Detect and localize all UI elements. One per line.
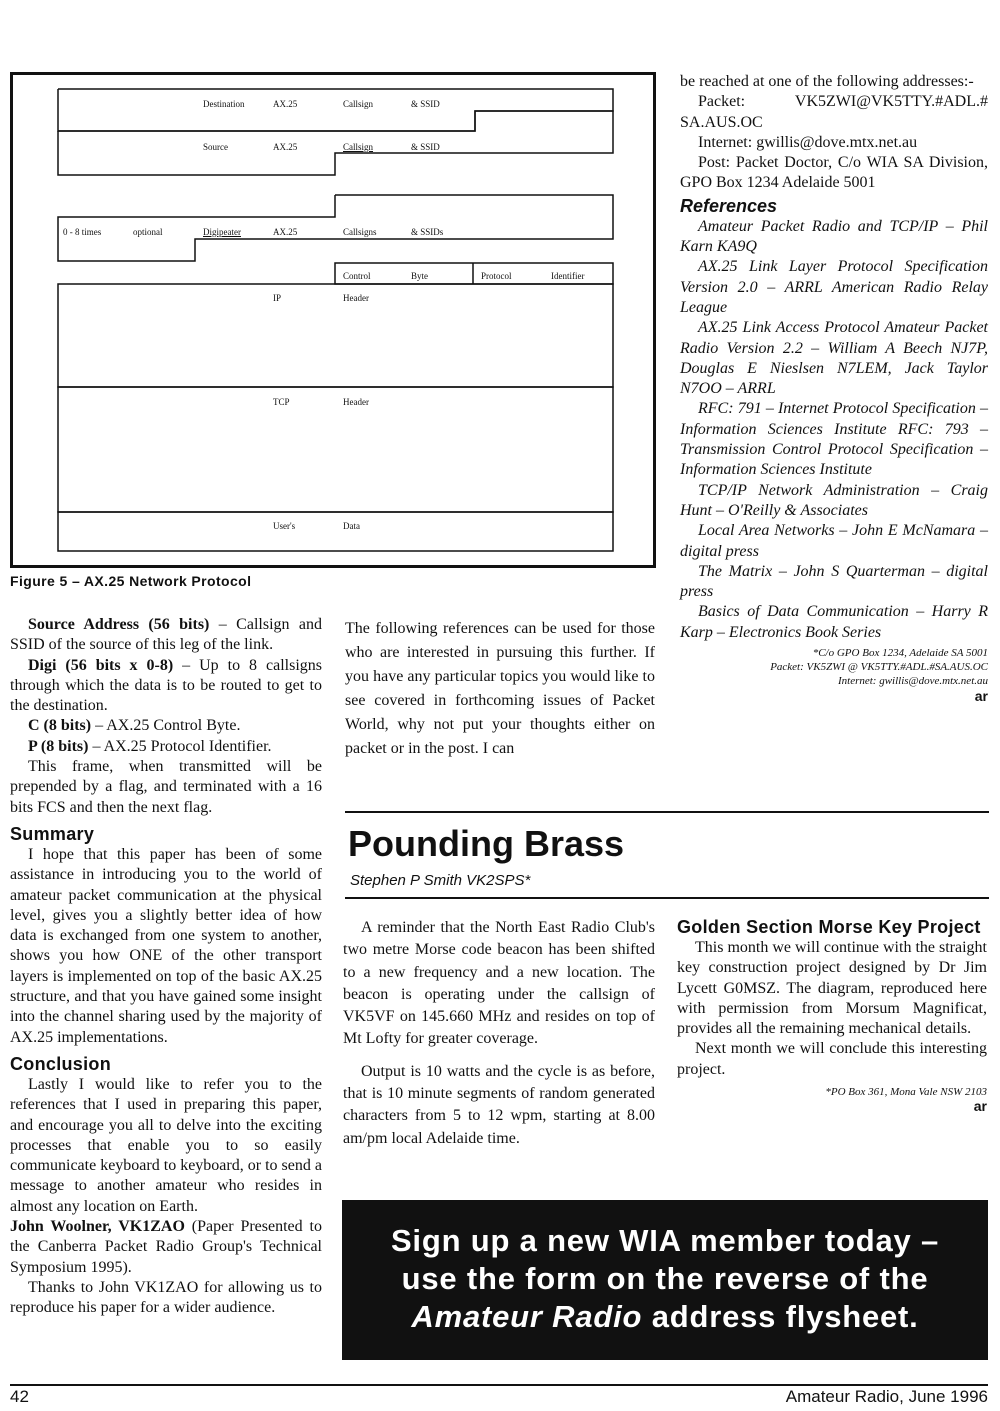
fig-label: IP bbox=[273, 293, 282, 303]
page-number: 42 bbox=[10, 1387, 29, 1406]
fig-label: Control bbox=[343, 271, 371, 281]
paragraph: This frame, when transmitted will be prepended by a flag, and terminated with a 16 bits FCS and then the next flag. bbox=[10, 758, 322, 816]
figure-caption: Figure 5 – AX.25 Network Protocol bbox=[10, 573, 252, 589]
fig-label: TCP bbox=[273, 397, 290, 407]
reference-item: AX.25 Link Access Protocol Amateur Packet Radio Version 2.2 – William A Beech NJ7P, Douglas E Nieslsen N7LEM, Jack Taylor N7OO – ARRL bbox=[680, 319, 988, 398]
conclusion-heading: Conclusion bbox=[10, 1053, 111, 1074]
fig-label: Destination bbox=[203, 99, 245, 109]
end-mark: ar bbox=[973, 1098, 987, 1115]
fig-label: Data bbox=[343, 521, 360, 531]
definition: – AX.25 Protocol Identifier. bbox=[88, 737, 272, 755]
definition: – AX.25 Control Byte. bbox=[91, 717, 241, 735]
paragraph bbox=[10, 656, 322, 717]
reference-item: RFC: 791 – Internet Protocol Specification – Information Sciences Institute RFC: 793 – Transmission Control Protocol Specification – Information Sciences Institute bbox=[680, 400, 988, 479]
contact-internet: Internet: gwillis@dove.mtx.net.au bbox=[698, 133, 918, 151]
banner-line bbox=[342, 1298, 988, 1336]
publication-footer: Amateur Radio, June 1996 bbox=[785, 1387, 988, 1406]
fig-label: AX.25 bbox=[273, 227, 298, 237]
contact-intro: be reached at one of the following addresses:- bbox=[680, 73, 974, 90]
author-credit bbox=[10, 1217, 322, 1278]
fig-label: & SSID bbox=[411, 99, 440, 109]
fig-label: Digipeater bbox=[203, 227, 241, 237]
reference-item: The Matrix – John S Quarterman – digital press bbox=[680, 562, 988, 601]
references-heading: References bbox=[680, 195, 778, 216]
end-mark: ar bbox=[974, 688, 988, 705]
term: Digi (56 bits x 0-8) bbox=[28, 656, 174, 674]
paragraph bbox=[10, 716, 322, 736]
reference-item: AX.25 Link Layer Protocol Specification Version 2.0 – ARRL American Radio Relay League bbox=[680, 258, 988, 316]
paragraph bbox=[10, 737, 322, 757]
contact-packet: Packet: VK5ZWI@VK5TTY.#ADL.# SA.AUS.OC bbox=[680, 93, 988, 131]
fig-label: Callsign bbox=[343, 142, 374, 152]
term: Source Address (56 bits) bbox=[28, 616, 210, 633]
summary-heading: Summary bbox=[10, 823, 95, 844]
figure-5-diagram bbox=[10, 72, 656, 568]
protocol-diagram bbox=[13, 75, 653, 565]
fig-label: AX.25 bbox=[273, 99, 298, 109]
fig-label: optional bbox=[133, 227, 163, 237]
fig-label: & SSID bbox=[411, 142, 440, 152]
term: P (8 bits) bbox=[28, 737, 89, 755]
fig-label: Header bbox=[343, 397, 369, 407]
contact-post: Post: Packet Doctor, C/o WIA SA Division, GPO Box 1234 Adelaide 5001 bbox=[680, 154, 988, 192]
fig-label: Source bbox=[203, 142, 228, 152]
reference-item: Local Area Networks – John E McNamara – digital press bbox=[680, 522, 988, 560]
reference-item: Amateur Packet Radio and TCP/IP – Phil Karn KA9Q bbox=[680, 217, 988, 256]
references-list bbox=[680, 217, 988, 643]
term: C (8 bits) bbox=[28, 717, 92, 735]
golden-section-heading: Golden Section Morse Key Project bbox=[677, 917, 981, 937]
fig-label: Protocol bbox=[481, 271, 512, 281]
article-right-column bbox=[677, 917, 987, 1114]
banner-line: use the form on the reverse of the bbox=[401, 1261, 929, 1296]
address-line: Internet: gwillis@dove.mtx.net.au bbox=[837, 675, 988, 688]
article-left-column bbox=[343, 917, 655, 1150]
article-title: Pounding Brass bbox=[348, 823, 625, 864]
author-note: (Paper Presented to the Canberra Packet Radio Group's Technical Symposium 1995). bbox=[10, 1218, 322, 1276]
fig-label: User's bbox=[273, 521, 296, 531]
address-line: *C/o GPO Box 1234, Adelaide SA 5001 bbox=[812, 647, 988, 660]
article-paragraph: This month we will continue with the straight key construction project designed by Dr Jim Lycett G0MSZ. The diagram, reproduced here with permission from Morsum Magnificat, provides all the remaining mechanical details. bbox=[677, 939, 987, 1038]
address-line: Packet: VK5ZWI @ VK5TTY.#ADL.#SA.AUS.OC bbox=[770, 661, 988, 674]
fig-label: & SSIDs bbox=[411, 227, 444, 237]
author-address: *PO Box 361, Mona Vale NSW 2103 bbox=[825, 1086, 987, 1099]
reference-item: Basics of Data Communication – Harry R Karp – Electronics Book Series bbox=[680, 603, 988, 641]
right-column bbox=[680, 72, 988, 704]
section-rule-byline bbox=[345, 897, 989, 899]
article-paragraph: Output is 10 watts and the cycle is as before, that is 10 minute segments of random generated characters from 5 to 12 wpm, starting at 8.00 am/pm local Adelaide time. bbox=[343, 1062, 655, 1147]
section-rule-top bbox=[345, 811, 989, 813]
banner-line: Sign up a new WIA member today – bbox=[390, 1223, 940, 1258]
article-paragraph: Next month we will conclude this interesting project. bbox=[677, 1040, 987, 1078]
fig-label: Byte bbox=[411, 271, 428, 281]
fig-label: Identifier bbox=[551, 271, 585, 281]
membership-banner bbox=[342, 1200, 988, 1360]
fig-label: Callsigns bbox=[343, 227, 377, 237]
publication-name: Amateur Radio bbox=[411, 1299, 643, 1334]
reference-item: TCP/IP Network Administration – Craig Hunt – O'Reilly & Associates bbox=[680, 481, 988, 519]
fig-label: Header bbox=[343, 293, 369, 303]
definition: – Callsign and SSID of the source of this leg of the link. bbox=[10, 616, 323, 654]
fig-label: 0 - 8 times bbox=[63, 227, 102, 237]
footer-rule bbox=[10, 1384, 988, 1386]
fig-label: Callsign bbox=[343, 99, 374, 109]
article-byline: Stephen P Smith VK2SPS* bbox=[350, 872, 531, 889]
author-address bbox=[680, 646, 988, 688]
thanks-text: Thanks to John VK1ZAO for allowing us to reproduce his paper for a wider audience. bbox=[10, 1278, 322, 1317]
author-name: John Woolner, VK1ZAO bbox=[10, 1218, 185, 1236]
article-paragraph: A reminder that the North East Radio Club's two metre Morse code beacon has been shifted to a new frequency and a new location. The beacon is operating under the callsign of VK5VF on 145.660 MHz and resides on top of Mt Lofty for greater coverage. bbox=[343, 919, 655, 1048]
left-column bbox=[10, 615, 322, 1319]
mid-column: The following references can be used for those who are interested in pursuing this further. If you have any particular topics you would like to see covered in forthcoming issues of Packet World, why not put your thoughts either on packet or in the post. I can bbox=[345, 620, 655, 757]
conclusion-text: Lastly I would like to refer you to the references that I used in preparing this paper, and encourage you all to delve into the exciting processes that enable you to so easily communicate keyboard to keyboard, or to send a message to another amateur who resides in almost any location on Earth. bbox=[10, 1075, 322, 1215]
summary-text: I hope that this paper has been of some assistance in introducing you to the world of amateur packet communication at the physical level, gives you a slightly better idea of how data is exchanged from one system to another, shows you how ONE of the other transport layers is implemented on top of the basic AX.25 structure, and that you have gained some insight into the channel sharing used by the majority of AX.25 implementations. bbox=[10, 845, 322, 1046]
fig-label: AX.25 bbox=[273, 142, 298, 152]
paragraph bbox=[10, 615, 322, 656]
banner-text: address flysheet. bbox=[642, 1299, 919, 1334]
definition: – Up to 8 callsigns through which the data is to be routed to get to the destination. bbox=[10, 656, 322, 715]
